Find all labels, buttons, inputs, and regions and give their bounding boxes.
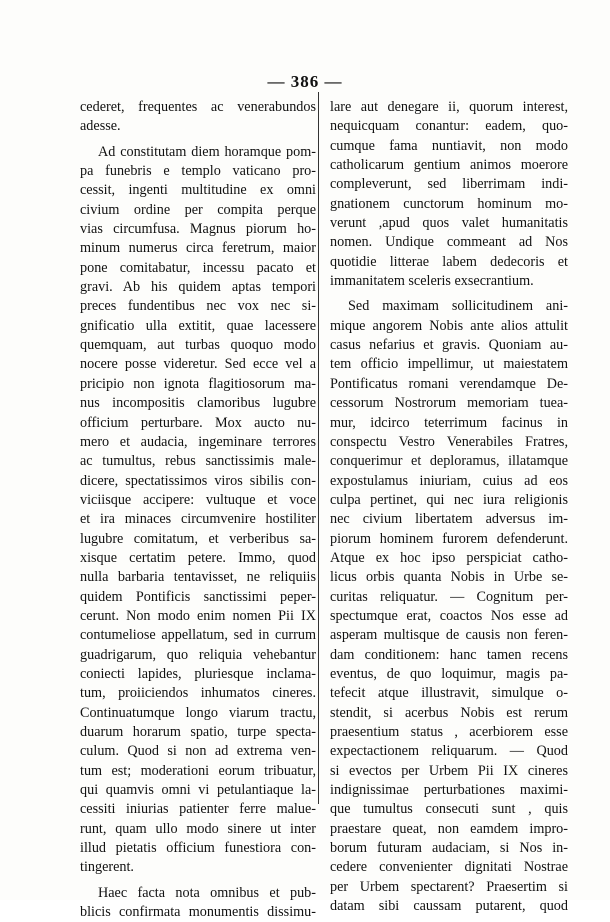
text-line: expectactionem reliquarum. — Quod — [330, 743, 568, 760]
text-line: gnationem cunctorum hominum mo- — [330, 195, 568, 212]
text-line: duarum horarum spatio, turpe specta- — [80, 724, 316, 740]
text-line: dicere, spectatissimos viros sibilis con- — [80, 472, 316, 489]
text-line: que tumultus consecuti sunt , quis — [330, 801, 568, 818]
text-line: runt, quam ullo modo sinere ut inter — [80, 820, 316, 837]
text-line: casus nefarius et gravis. Quoniam au- — [330, 337, 568, 354]
text-line: quemquam, aut turbas quoquo modo — [80, 337, 316, 354]
text-line: et ira minaces circumvenire hostiliter — [80, 511, 316, 528]
text-line: civium ordine per compita perque — [80, 201, 316, 218]
text-line: cedere convenienter dignitati Nostrae — [330, 859, 568, 876]
text-line: cumque fama nuntiavit, non modo — [330, 137, 568, 154]
text-line: eventus, de quo loquimur, magis pa- — [330, 665, 568, 682]
text-line: spectumque erat, coactos Nos esse ad — [330, 607, 568, 624]
text-line: nequicquam conantur: eadem, quo- — [330, 118, 568, 135]
text-line: praestare queat, non eamdem impro- — [330, 820, 568, 837]
text-line: stendit, si acerbus Nobis est rerum — [330, 704, 568, 721]
text-line: Sed maximam sollicitudinem ani- — [348, 298, 568, 315]
text-line: pa funebris e templo vaticano pro- — [80, 163, 316, 180]
text-line: culpa pertinet, qui nec iura religionis — [330, 491, 568, 508]
text-line: nocere posse videretur. Sed ecce vel a — [80, 356, 316, 373]
text-line: indignissimae perturbationes maximi- — [330, 782, 568, 799]
text-line: tum est; moderationi eorum tribuatur, — [80, 762, 316, 779]
text-line: Continuatumque longo viarum tractu, — [80, 704, 316, 721]
text-line: mique angorem Nobis ante alios attulit — [330, 317, 568, 334]
text-line: cessiti iniurias patienter ferre malue- — [80, 801, 316, 818]
text-line: nulla barbaria tentavisset, ne reliquiis — [80, 569, 316, 586]
text-line: qui quamvis omni vi petulantiaque la- — [80, 782, 316, 799]
text-line: lare aut denegare ii, quorum interest, — [330, 99, 568, 115]
text-line: cederet, frequentes ac venerabundos — [80, 99, 316, 115]
text-line: conspectu Vestro Venerabiles Fratres, — [330, 433, 568, 450]
text-line: viciisque accipere: vultuque et voce — [80, 491, 316, 508]
text-line: nomen. Undique commeant ad Nos — [330, 234, 568, 251]
text-line: licus orbis quanta Nobis in Urbe se- — [330, 569, 568, 586]
text-line: piorum hominem furorem defenderunt. — [330, 530, 568, 547]
text-line: praesentium status , acerbiorem esse — [330, 724, 568, 740]
text-line: tem officio impellimur, ut maiestatem — [330, 356, 568, 373]
text-line: catholicarum gentium animos moerore — [330, 157, 568, 174]
text-line: tefecit atque illustravit, simulque o- — [330, 685, 568, 702]
text-line: minum numerus circa feretrum, maior — [80, 240, 316, 257]
text-line: si evectos per Urbem Pii IX cineres — [330, 762, 568, 779]
text-line: dam conditionem: hanc tamen recens — [330, 646, 568, 663]
text-line: compleverunt, sed liberrimam indi- — [330, 176, 568, 193]
text-line: curitas reliquatur. — Cognitum per- — [330, 588, 568, 605]
column-divider — [318, 92, 319, 804]
text-line: ac tumultus, rebus sanctissimis male- — [80, 453, 316, 470]
text-line: contumeliose appellatum, sed in currum — [80, 627, 316, 644]
text-line: conquerimur et deploramus, illatamque — [330, 453, 568, 470]
text-line: Haec facta nota omnibus et pub- — [98, 884, 316, 901]
text-line: preces fundentibus nec vox nec si- — [80, 298, 316, 315]
text-line: expostulamus iniuriam, cuius ad eos — [330, 472, 568, 489]
text-line: illud pietatis officium funestiora con- — [80, 840, 316, 857]
text-line: gnificatio ulla extitit, quae lacessere — [80, 317, 316, 334]
text-line: asperam multisque de causis non feren- — [330, 627, 568, 644]
text-line: verunt ,apud quos valet humanitatis — [330, 215, 568, 232]
text-line: quotidie litterae labem dedecoris et — [330, 253, 568, 270]
text-line: lugubre comitatum, et verberibus sa- — [80, 530, 316, 547]
text-line: nec civium libertatem adversus im- — [330, 511, 568, 528]
text-line: adesse. — [80, 118, 121, 135]
text-line: per Urbem spectarent? Praesertim si — [330, 878, 568, 895]
text-line: datam sibi caussam putarent, quod — [330, 898, 568, 915]
text-line: nus incompositis clamoribus lugubre — [80, 395, 316, 412]
text-line: gravi. Ab his quidem aptas tempori — [80, 279, 316, 296]
right-text-column — [330, 98, 568, 916]
text-line: Atque ex hoc ipso perspiciat catho- — [330, 549, 568, 566]
text-line: culum. Quod si non ad extrema ven- — [80, 743, 316, 760]
text-line: xisque certatim petere. Immo, quod — [80, 549, 316, 566]
text-line: cerunt. Non modo enim nomen Pii IX — [80, 607, 316, 624]
text-line: tum, proiiciendos inhumatos cineres. — [80, 685, 316, 702]
text-line: mur, idcirco teterrimum facinus in — [330, 414, 568, 431]
text-line: guadrigarum, quo reliquia vehebantur — [80, 646, 316, 663]
text-line: tingerent. — [80, 859, 134, 876]
text-line: cessit, ingenti multitudine ex omni — [80, 182, 316, 199]
text-line: cessorum Nostrorum memoriam tuea- — [330, 395, 568, 412]
page-number: — 386 — — [267, 72, 343, 91]
text-line: immanitatem sceleris exsecrantium. — [330, 273, 534, 290]
text-line: borum futuram audaciam, si Nos in- — [330, 840, 568, 857]
text-line: pricipio non ignota flagitiosorum ma- — [80, 375, 316, 392]
text-line: officium perturbare. Mox aucto nu- — [80, 414, 316, 431]
text-line: Pontificatus romani verendamque De- — [330, 375, 568, 392]
text-line: blicis confirmata monumentis dissimu- — [80, 904, 316, 921]
text-line: pone comitabatur, incessu pacato et — [80, 259, 316, 276]
text-line: quidem Pontificis sanctissimi peper- — [80, 588, 316, 605]
text-line: mero et audacia, ingeminare terrores — [80, 433, 316, 450]
left-text-column — [80, 98, 316, 922]
text-line: coniecti lapides, pluriesque inclama- — [80, 665, 316, 682]
text-line: Ad constitutam diem horamque pom- — [98, 143, 316, 160]
text-line: vias circumfusa. Magnus piorum ho- — [80, 221, 316, 238]
